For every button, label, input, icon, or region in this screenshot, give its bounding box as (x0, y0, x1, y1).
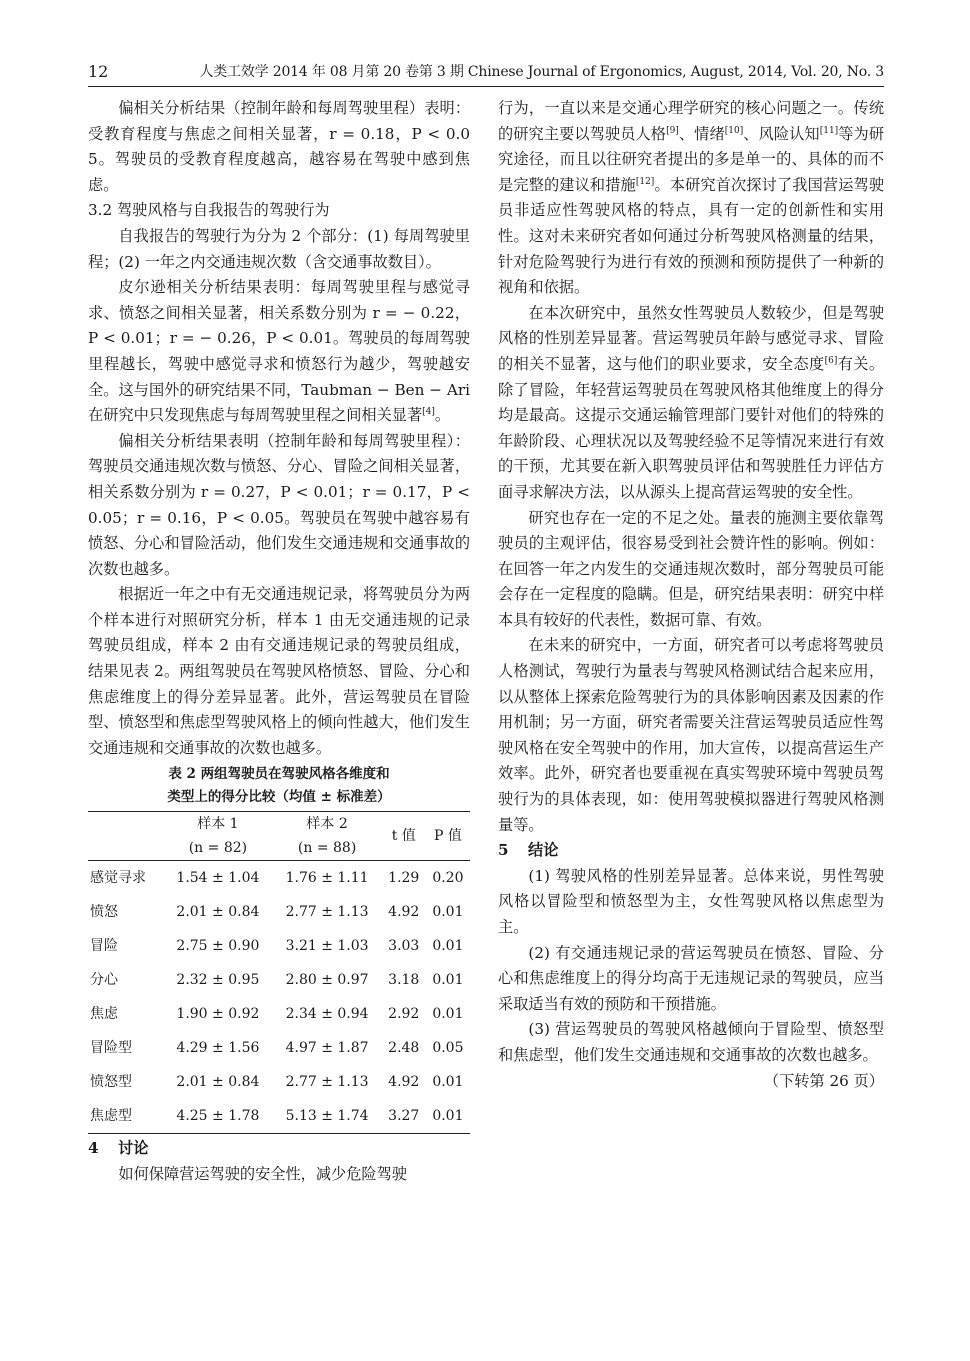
table-row (88, 861, 470, 896)
table-caption-line: 类型上的得分比较（均值 ± 标准差） (167, 789, 391, 806)
table-header-row (88, 812, 470, 837)
cell-p: 0.01 (432, 1107, 464, 1124)
page-header (88, 58, 884, 86)
table-row (88, 1065, 470, 1099)
journal-info: 人类工效学 2014 年 08 月第 20 卷第 3 期 Chinese Journal of Ergonomics, August, 2014, Vol. 20, No. 3 (199, 64, 884, 80)
table-caption (88, 763, 470, 809)
cell-sample-2: 3.21 ± 1.03 (285, 937, 369, 954)
row-label: 感觉寻求 (90, 869, 146, 886)
cell-sample-1: 2.01 ± 0.84 (176, 1073, 260, 1090)
cell-sample-1: 4.29 ± 1.56 (176, 1039, 260, 1056)
cell-t: 3.03 (388, 937, 420, 954)
paragraph (498, 301, 884, 506)
table-caption-line: 表 2 两组驾驶员在驾驶风格各维度和 (168, 766, 390, 783)
paragraph: 在未来的研究中，一方面，研究者可以考虑将驾驶员人格测试，驾驶行为量表与驾驶风格测试结合起来应用，以从整体上探索危险驾驶行为的具体影响因素及因素的作用机制；另一方面，研究者需要关注营运驾驶员适应性驾驶风格在安全驾驶中的作用，加大宣传，以提高营运生产效率。此外，研究者也要重视在真实驾驶环境中驾驶员驾驶行为的具体表现，如：使用驾驶模拟器进行驾驶风格测量等。 (498, 636, 884, 834)
section-heading-5 (498, 838, 884, 864)
paragraph: 自我报告的驾驶行为分为 2 个部分：(1) 每周驾驶里程；(2) 一年之内交通违规次数（含交通事故数目）。 (88, 226, 470, 271)
section-title: 结论 (528, 841, 559, 860)
row-label: 冒险 (90, 937, 118, 954)
cell-sample-2: 5.13 ± 1.74 (285, 1107, 369, 1124)
continued-note: （下转第 26 页） (763, 1071, 884, 1090)
section-heading-4 (88, 1136, 470, 1162)
cell-sample-1: 4.25 ± 1.78 (176, 1107, 260, 1124)
paragraph-text: 有关。除了冒险，年轻营运驾驶员在驾驶风格其他维度上的得分均是最高。这提示交通运输管理部门要针对他们的特殊的年龄阶段、心理状况以及驾驶经验不足等情况来进行有效的干预，尤其要在新入职驾驶员评估和驾驶胜任力评估方面寻求解决方法，以从源头上提高营运驾驶的安全性。 (498, 354, 885, 501)
paragraph (498, 96, 884, 301)
header-t-value: t 值 (391, 828, 416, 845)
row-label: 焦虑 (90, 1005, 118, 1022)
cell-t: 4.92 (388, 1073, 420, 1090)
page-number: 12 (88, 62, 109, 81)
comparison-table (88, 811, 470, 1134)
header-empty (88, 812, 163, 861)
citation-ref: [12] (635, 176, 655, 187)
paragraph-text: 。 (434, 406, 451, 425)
header-sample-1-n: (n = 82) (188, 840, 248, 857)
section-heading-3-2: 3.2 驾驶风格与自我报告的驾驶行为 (88, 201, 330, 220)
cell-p: 0.01 (432, 937, 464, 954)
paragraph-text: 、情绪 (678, 124, 725, 143)
row-label: 愤怒型 (90, 1073, 132, 1090)
citation-ref: [11] (819, 125, 839, 136)
cell-sample-2: 1.76 ± 1.11 (285, 869, 369, 886)
cell-sample-1: 2.01 ± 0.84 (176, 903, 260, 920)
table-row (88, 929, 470, 963)
row-label: 分心 (90, 971, 118, 988)
table-row (88, 895, 470, 929)
cell-sample-2: 2.80 ± 0.97 (285, 971, 369, 988)
header-p-value: P 值 (433, 828, 462, 845)
paragraph-text: 等为研究途径，而且以往研究者提出的多是单一的、具体的而不是完整的建议和措施 (498, 124, 885, 194)
paragraph: 研究也存在一定的不足之处。量表的施测主要依靠驾驶员的主观评估，很容易受到社会赞许性的影响。例如：在回答一年之内发生的交通违规次数时，部分驾驶员可能会存在一定程度的隐瞒。但是，研究结果表明：研究中样本具有较好的代表性，数据可靠、有效。 (498, 508, 884, 629)
cell-sample-2: 2.77 ± 1.13 (285, 903, 369, 920)
table-row (88, 1099, 470, 1134)
paragraph-text: 、风险认知 (743, 124, 820, 143)
citation-ref: [6] (824, 355, 838, 366)
cell-t: 2.92 (388, 1005, 420, 1022)
paragraph-text: 。本研究首次探讨了我国营运驾驶员非适应性驾驶风格的特点，具有一定的创新性和实用性。这对未来研究者如何通过分析驾驶风格测量的结果，针对危险驾驶行为进行有效的预测和预防提供了一种新的视角和依据。 (498, 175, 885, 297)
conclusion-item: (2) 有交通违规记录的营运驾驶员在愤怒、冒险、分心和焦虑维度上的得分均高于无违规记录的驾驶员，应当采取适当有效的预防和干预措施。 (498, 943, 884, 1013)
row-label: 焦虑型 (90, 1107, 132, 1124)
paragraph: 如何保障营运驾驶的安全性，减少危险驾驶 (118, 1165, 407, 1184)
left-column (88, 96, 470, 1188)
paragraph: 偏相关分析结果表明（控制年龄和每周驾驶里程）：驾驶员交通违规次数与愤怒、分心、冒险之间相关显著，相关系数分别为 r = 0.27，P < 0.01；r = 0.17，P < 0.05；r = 0.16，P < 0.05。驾驶员在驾驶中越容易有愤怒、分心和冒险活动，他们发生交通违规和交通事故的次数也越多。 (88, 431, 470, 578)
paragraph: 根据近一年之中有无交通违规记录，将驾驶员分为两个样本进行对照研究分析，样本 1 由无交通违规的记录驾驶员组成，样本 2 由有交通违规记录的驾驶员组成，结果见表 2。两组驾驶员在驾驶风格愤怒、冒险、分心和焦虑维度上的得分差异显著。此外，营运驾驶员在冒险型、愤怒型和焦虑型驾驶风格上的倾向性越大，他们发生交通违规和交通事故的次数也越多。 (88, 585, 470, 757)
citation-ref: [9] (666, 125, 679, 136)
cell-sample-1: 2.32 ± 0.95 (176, 971, 260, 988)
cell-p: 0.05 (432, 1039, 464, 1056)
section-number: 5 (498, 841, 509, 860)
cell-p: 0.01 (432, 971, 464, 988)
paragraph-text: 行为，一直以来是交通心理学研究的核心问题之一。传统的研究主要以驾驶员人格 (498, 99, 884, 143)
paragraph-text: 在本次研究中，虽然女性驾驶员人数较少，但是驾驶风格的性别差异显著。营运驾驶员年龄与感觉寻求、冒险的相关不显著，这与他们的职业要求，安全态度 (498, 303, 884, 373)
header-sample-1: 样本 1 (197, 816, 239, 833)
cell-t: 1.29 (388, 869, 420, 886)
paragraph: 偏相关分析结果（控制年龄和每周驾驶里程）表明：受教育程度与焦虑之间相关显著，r = 0.18，P < 0.05。驾驶员的受教育程度越高，越容易在驾驶中感到焦虑。 (88, 99, 470, 194)
cell-p: 0.01 (432, 1073, 464, 1090)
header-rule (88, 86, 884, 87)
conclusion-item: (3) 营运驾驶员的驾驶风格越倾向于冒险型、愤怒型和焦虑型，他们发生交通违规和交通事故的次数也越多。 (498, 1020, 884, 1064)
conclusion-item: (1) 驾驶风格的性别差异显著。总体来说，男性驾驶风格以冒险型和愤怒型为主，女性驾驶风格以焦虑型为主。 (498, 866, 884, 936)
cell-p: 0.20 (432, 869, 464, 886)
right-column (498, 96, 884, 1094)
cell-t: 2.48 (388, 1039, 420, 1056)
cell-sample-2: 2.77 ± 1.13 (285, 1073, 369, 1090)
table-row (88, 963, 470, 997)
row-label: 愤怒 (90, 903, 118, 920)
cell-t: 3.27 (388, 1107, 420, 1124)
cell-t: 3.18 (388, 971, 420, 988)
cell-sample-1: 2.75 ± 0.90 (176, 937, 260, 954)
table-row (88, 1031, 470, 1065)
cell-p: 0.01 (432, 1005, 464, 1022)
table-row (88, 997, 470, 1031)
cell-t: 4.92 (388, 903, 420, 920)
section-title: 讨论 (118, 1139, 149, 1158)
citation-ref: [10] (724, 125, 744, 136)
citation-ref: [4] (422, 407, 435, 418)
cell-sample-2: 2.34 ± 0.94 (285, 1005, 369, 1022)
cell-sample-1: 1.90 ± 0.92 (176, 1005, 260, 1022)
paragraph-text: 皮尔逊相关分析结果表明：每周驾驶里程与感觉寻求、愤怒之间相关显著，相关系数分别为 r = − 0.22，P < 0.01；r = − 0.26，P < 0.01。驾驶员的每周驾驶里程越长，驾驶中感觉寻求和愤怒行为越少，驾驶越安全。这与国外的研究结果不同，Taubman − Ben − Ari 在研究中只发现焦虑与每周驾驶里程之间相关显著 (88, 278, 470, 425)
cell-sample-1: 1.54 ± 1.04 (176, 869, 260, 886)
cell-sample-2: 4.97 ± 1.87 (285, 1039, 369, 1056)
section-number: 4 (88, 1139, 99, 1158)
header-sample-2-n: (n = 88) (297, 840, 357, 857)
paragraph (88, 275, 470, 429)
row-label: 冒险型 (90, 1039, 132, 1056)
cell-p: 0.01 (432, 903, 464, 920)
header-sample-2: 样本 2 (306, 816, 348, 833)
